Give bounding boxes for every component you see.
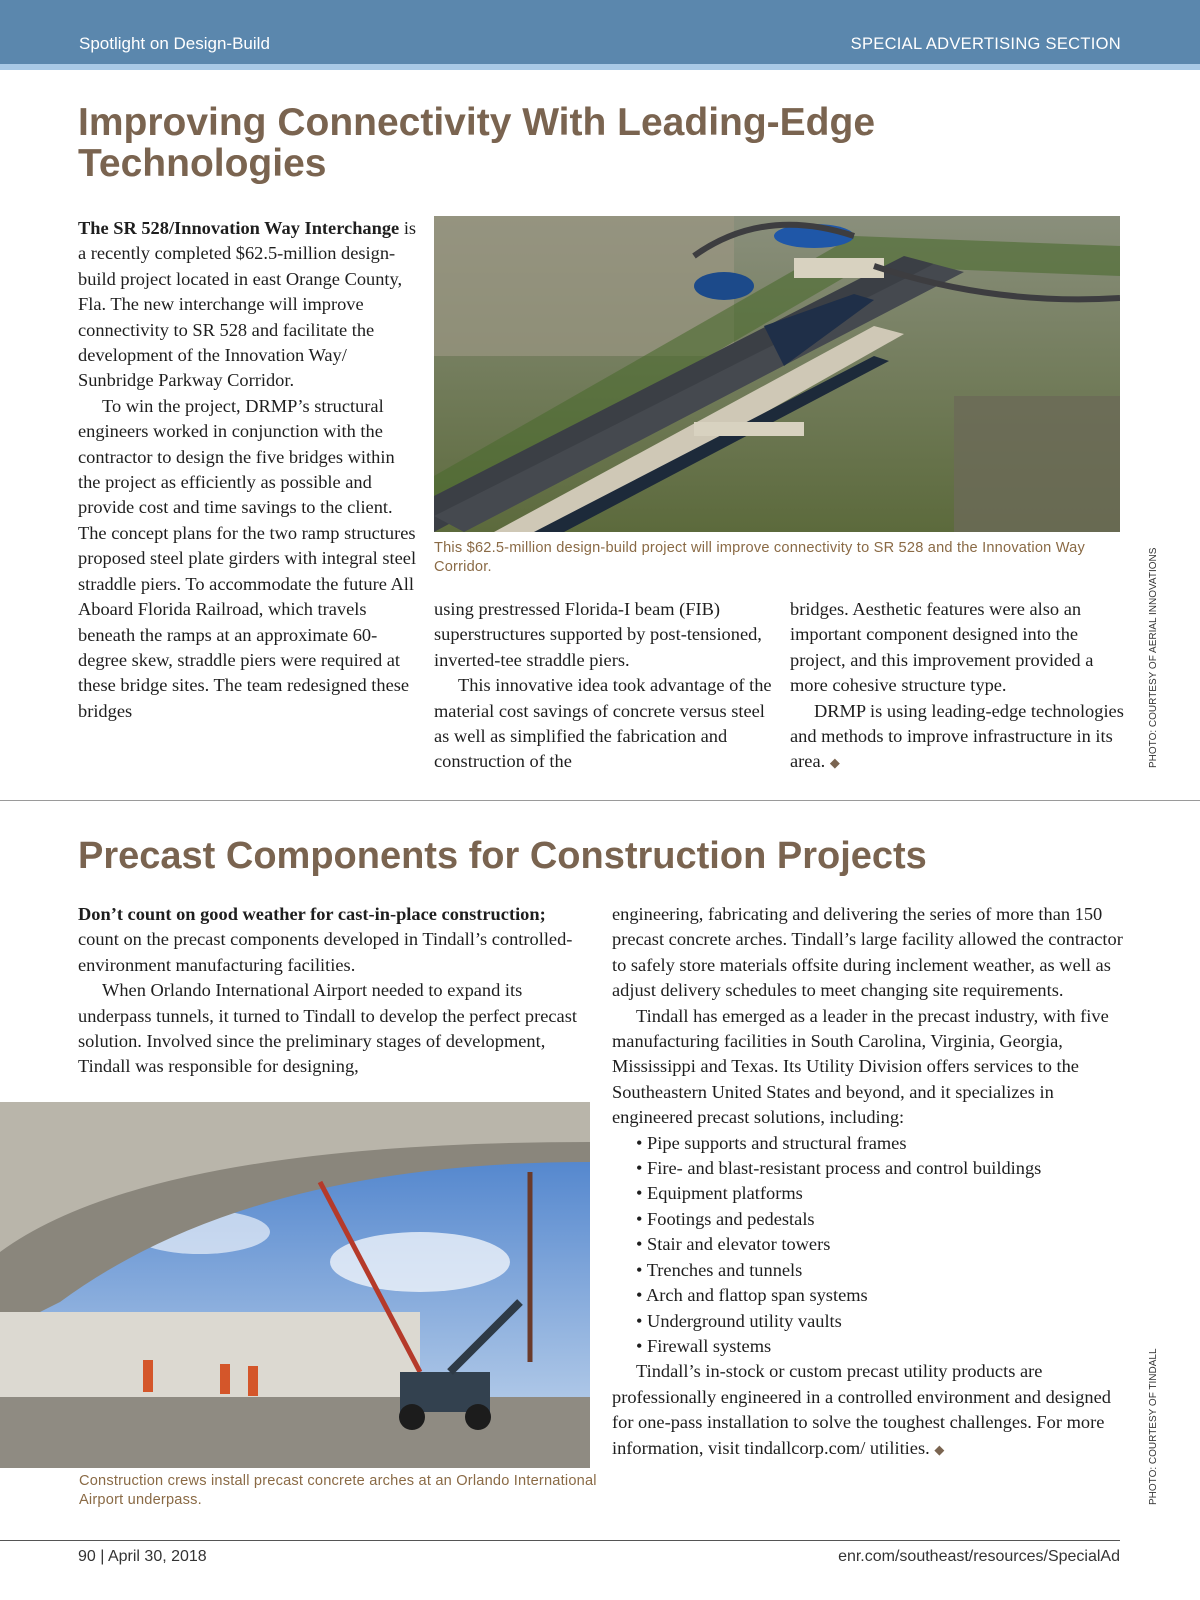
article2-lead-paragraph — [78, 902, 590, 978]
precast-solutions-list — [636, 1131, 1132, 1360]
article1-paragraph-4 — [790, 699, 1130, 776]
article1-photo-caption: This $62.5-million design-build project will improve connectivity to SR 528 and the Innovation Way Corridor. — [434, 540, 1085, 575]
article2-column-2-text: engineering, fabricating and delivering the series of more than 150 precast concrete arches. Tindall’s large facility allowed the contractor to safely store materials offsite during inclement weather, as well as adjust delivery schedules to meet changing site requirements. — [612, 904, 1123, 1001]
article1-paragraph-2: To win the project, DRMP’s structural engineers worked in conjunction with the contractor to design the five bridges within the project as efficiently as possible and provide cost and time savings to the client. The concept plans for the two ramp structures proposed steel plate girders with integral steel straddle piers. To accommodate the future All Aboard Florida Railroad, which travels beneath the ramps at an approximate 60-degree skew, straddle piers were required at these bridge sites. The team redesigned these bridges — [78, 395, 417, 721]
footer-rule — [0, 1540, 1120, 1541]
end-mark-icon: ◆ — [934, 1441, 945, 1457]
article2-paragraph-4 — [612, 1359, 1132, 1462]
list-item: • Equipment platforms — [636, 1183, 803, 1204]
footer-page-date: 90 | April 30, 2018 — [78, 1548, 207, 1565]
list-item: • Pipe supports and structural frames — [636, 1132, 907, 1153]
list-item: • Arch and flattop span systems — [636, 1285, 868, 1306]
article2-paragraph-2: When Orlando International Airport needed to expand its underpass tunnels, it turned to Tindall to develop the perfect precast solution. Involved since the preliminary stages of development, Tindall was responsible for designing, — [78, 980, 577, 1077]
article1-column-3 — [790, 597, 1130, 776]
section-name: Spotlight on Design-Build — [79, 34, 270, 53]
article1-title: Improving Connectivity With Leading-Edge Technologies — [78, 101, 876, 185]
article2-column-2 — [612, 902, 1132, 1462]
article1-column-2 — [434, 597, 774, 775]
interchange-aerial-photo — [434, 216, 1120, 532]
article1-paragraph-3: This innovative idea took advantage of the material cost savings of concrete versus steel as well as simplified the fabrication and construction of the — [434, 675, 772, 772]
article1-lead-bold: The SR 528/Innovation Way Interchange — [78, 218, 400, 238]
header-banner — [0, 0, 1200, 64]
article1-column-3-text: bridges. Aesthetic features were also an important component designed into the project, and this improvement provided a more cohesive structure type. — [790, 599, 1094, 696]
article-divider — [0, 800, 1200, 801]
article2-lead-bold: Don’t count on good weather for cast-in-place construction; — [78, 904, 546, 924]
advertising-label: SPECIAL ADVERTISING SECTION — [850, 35, 1121, 53]
list-item: • Footings and pedestals — [636, 1208, 815, 1229]
header-accent-line — [0, 64, 1200, 70]
list-item: • Firewall systems — [636, 1335, 772, 1356]
article1-column-2-text: using prestressed Florida-I beam (FIB) superstructures supported by post-tensioned, inverted-tee straddle piers. — [434, 599, 762, 670]
footer-url: enr.com/southeast/resources/SpecialAd — [838, 1548, 1120, 1565]
article1-lead-text: is a recently completed $62.5-million design-build project located in east Orange County, Fla. The new interchange will improve connectivity to SR 528 and facilitate the development of the Innovation Way/ Sunbridge Parkway Corridor. — [78, 218, 417, 391]
precast-arches-photo — [0, 1102, 590, 1468]
list-item: • Trenches and tunnels — [636, 1259, 803, 1280]
article2-lead-text: count on the precast components developed in Tindall’s controlled-environment manufacturing facilities. — [78, 929, 573, 975]
list-item: • Stair and elevator towers — [636, 1234, 831, 1255]
list-item: • Underground utility vaults — [636, 1310, 842, 1331]
article2-paragraph-3: Tindall has emerged as a leader in the precast industry, with five manufacturing facilities in South Carolina, Virginia, Georgia, Mississippi and Texas. Its Utility Division offers services to the Southeastern United States and beyond, and it specializes in engineered precast solutions, including: — [612, 1005, 1109, 1128]
article2-photo-caption: Construction crews install precast concrete arches at an Orlando International Airport underpass. — [79, 1473, 597, 1508]
article1-photo-credit: PHOTO: COURTESY OF AERIAL INNOVATIONS — [1148, 547, 1159, 768]
article1-lead-paragraph — [78, 216, 418, 394]
article2-photo-credit: PHOTO: COURTESY OF TINDALL — [1148, 1348, 1159, 1505]
end-mark-icon: ◆ — [829, 755, 840, 771]
article1-column-1 — [78, 216, 418, 724]
article2-column-1 — [78, 902, 590, 1080]
article2-closing-text: Tindall’s in-stock or custom precast utility products are professionally engineered in a controlled environment and designed for one-pass installation to solve the toughest challenges. For more information, visit tindallcorp.com/ utilities. — [612, 1361, 1111, 1458]
article1-closing-text: DRMP is using leading-edge technologies and methods to improve infrastructure in its area. — [790, 700, 1124, 772]
article2-title: Precast Components for Construction Projects — [78, 835, 927, 877]
list-item: • Fire- and blast-resistant process and control buildings — [636, 1158, 1042, 1179]
